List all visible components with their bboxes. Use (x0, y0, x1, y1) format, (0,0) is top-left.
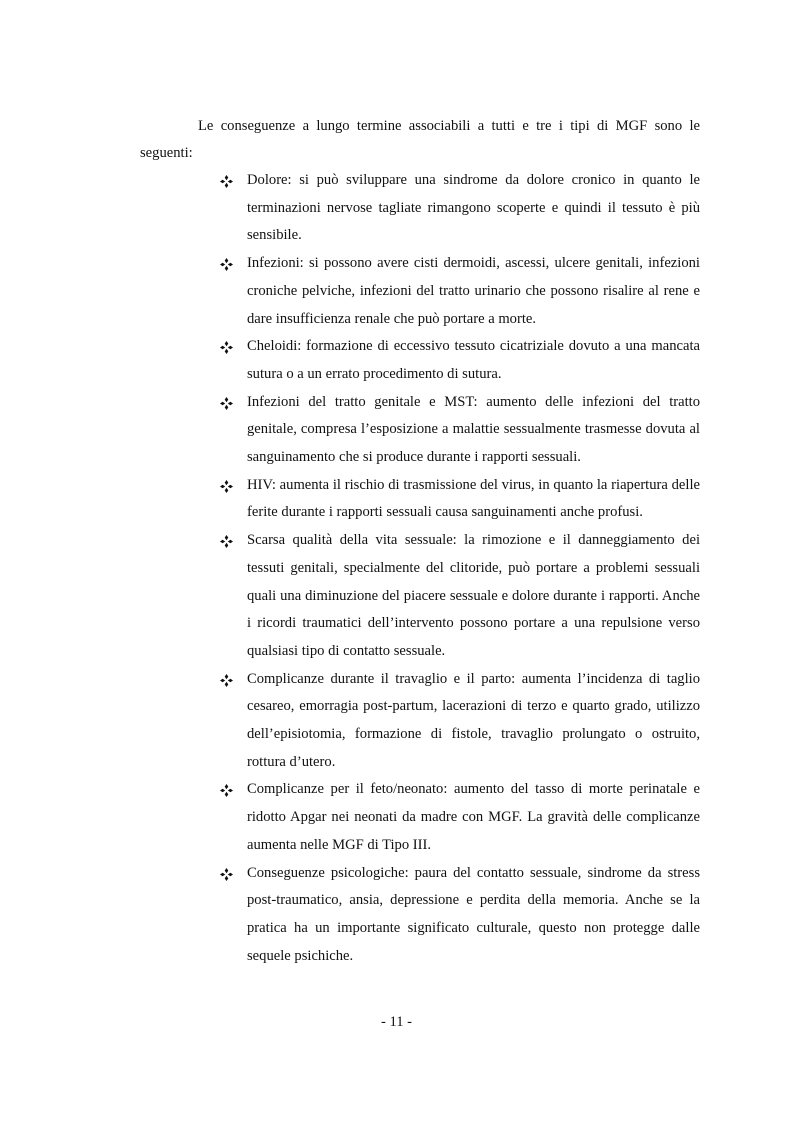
list-item-text: HIV: aumenta il rischio di trasmissione del virus, in quanto la riapertura delle ferite durante i rapporti sessuali causa sanguinamenti anche profusi. (247, 476, 700, 521)
consequences-list (220, 167, 700, 970)
diamond-bullet-icon (220, 341, 233, 354)
diamond-bullet-icon (220, 480, 233, 493)
intro-paragraph: Le conseguenze a lungo termine associabili a tutti e tre i tipi di MGF sono le seguenti: (140, 118, 700, 161)
list-item-text: Scarsa qualità della vita sessuale: la rimozione e il danneggiamento dei tessuti genitali, specialmente del clitoride, può portare a problemi sessuali quali una diminuzione del piacere sessuale e dolore durante i rapporti. Anche i ricordi traumatici dell’intervento possono portare a una repulsione verso qualsiasi tipo di contatto sessuale. (247, 532, 700, 659)
list-item (220, 860, 700, 971)
list-item (220, 776, 700, 859)
diamond-bullet-icon (220, 258, 233, 271)
list-item (220, 389, 700, 472)
list-item-text: Conseguenze psicologiche: paura del contatto sessuale, sindrome da stress post-traumatico, ansia, depressione e perdita della memoria. Anche se la pratica ha un importante significato culturale, questo non protegge dalle sequele psichiche. (247, 864, 700, 964)
list-item (220, 527, 700, 666)
page-number: - 11 - (380, 1014, 413, 1030)
list-item (220, 472, 700, 527)
list-item-text: Dolore: si può sviluppare una sindrome da dolore cronico in quanto le terminazioni nervose tagliate rimangono scoperte e quindi il tessuto è più sensibile. (247, 172, 700, 244)
list-item (220, 333, 700, 388)
diamond-bullet-icon (220, 784, 233, 797)
list-item (220, 666, 700, 777)
list-item (220, 250, 700, 333)
list-item-text: Infezioni: si possono avere cisti dermoidi, ascessi, ulcere genitali, infezioni croniche pelviche, infezioni del tratto urinario che possono risalire al rene e dare insufficienza renale che può portare a morte. (247, 255, 700, 327)
diamond-bullet-icon (220, 674, 233, 687)
diamond-bullet-icon (220, 397, 233, 410)
diamond-bullet-icon (220, 535, 233, 548)
list-item-text: Infezioni del tratto genitale e MST: aumento delle infezioni del tratto genitale, compresa l’esposizione a malattie sessualmente trasmesse dovuta al sanguinamento che si produce durante i rapporti sessuali. (247, 393, 700, 466)
list-item-text: Cheloidi: formazione di eccessivo tessuto cicatriziale dovuto a una mancata sutura o a un errato procedimento di sutura. (247, 338, 700, 382)
diamond-bullet-icon (220, 868, 233, 881)
list-item (220, 167, 700, 250)
list-item-text: Complicanze per il feto/neonato: aumento del tasso di morte perinatale e ridotto Apgar nei neonati da madre con MGF. La gravità delle complicanze aumenta nelle MGF di Tipo III. (247, 781, 700, 853)
list-item-text: Complicanze durante il travaglio e il parto: aumenta l’incidenza di taglio cesareo, emorragia post-partum, lacerazioni di terzo e quarto grado, utilizzo dell’episiotomia, formazione di fistole, travaglio prolungato o ostruito, rottura d’utero. (247, 670, 700, 770)
diamond-bullet-icon (220, 175, 233, 188)
